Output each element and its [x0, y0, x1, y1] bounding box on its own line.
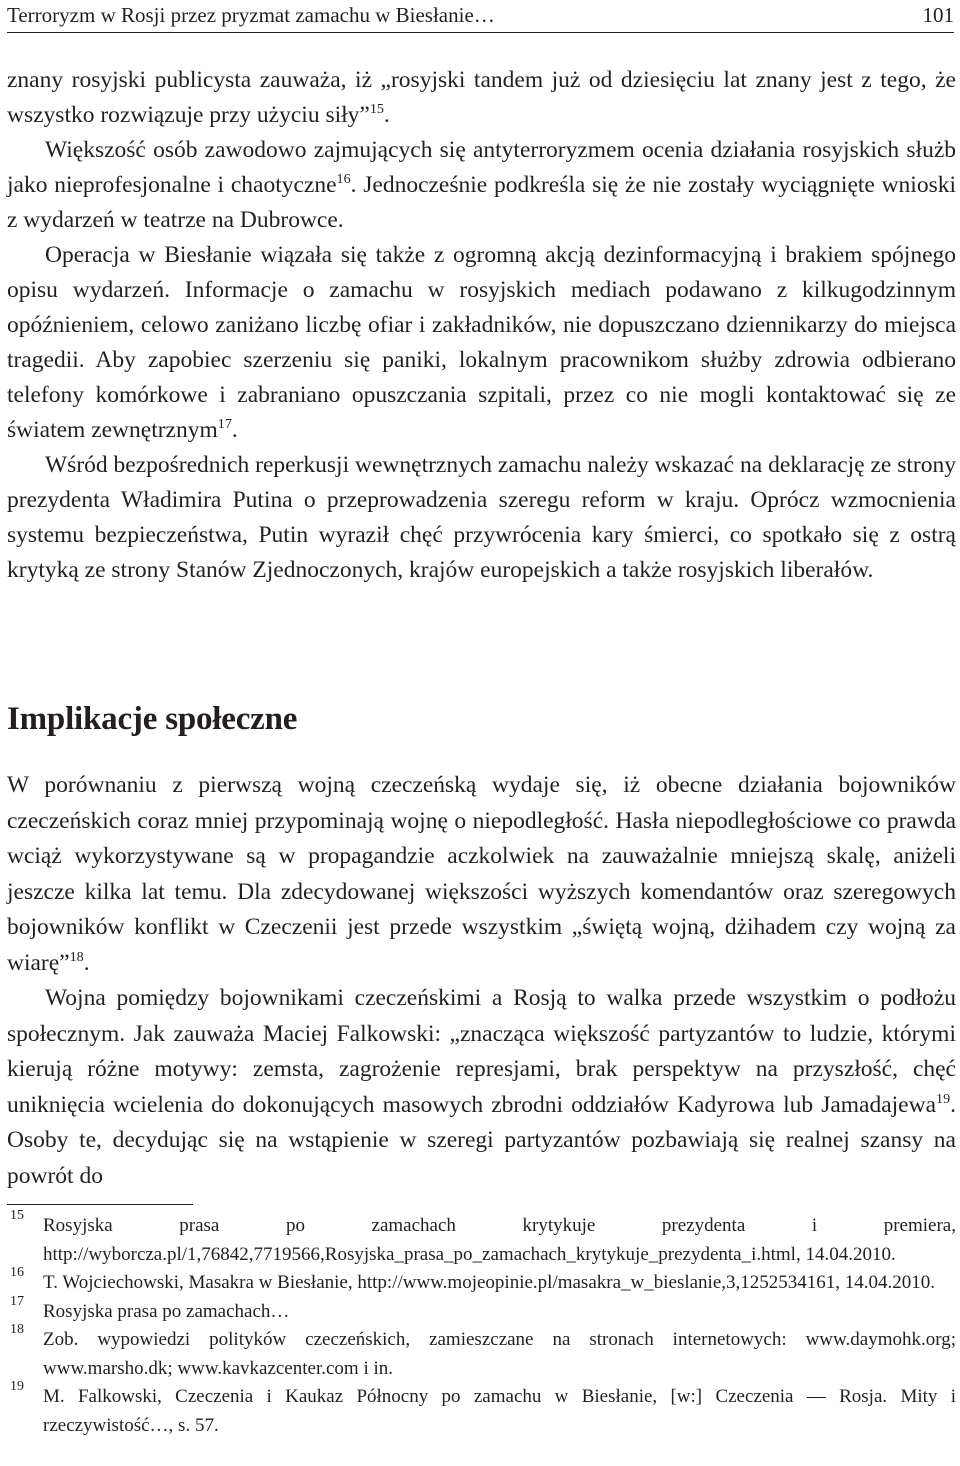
paragraph-text: Większość osób zawodowo zajmujących się antyterroryzmem ocenia działania rosyjskich służb jako nieprofesjonalne i chaotyczne [7, 137, 956, 198]
footnote [7, 1322, 956, 1383]
paragraph-tail: . [83, 949, 90, 976]
paragraph-tail: . Jednocześnie podkreśla się że nie zostały wyciągnięte wnioski z wydarzeń w teatrze na Dubrowce. [7, 172, 957, 233]
footnote-ref-16[interactable]: 16 [336, 171, 351, 188]
paragraph-tail: . [231, 417, 238, 443]
footnote [7, 1265, 956, 1298]
paragraph-text: znany rosyjski publicysta zauważa, iż „rosyjski tandem już od dziesięciu lat znany jest z tego, że wszystko rozwiązuje przy użyciu siły” [7, 67, 956, 128]
paragraph [7, 981, 956, 1194]
footnote-text: Rosyjska prasa po zamachach… [43, 1300, 290, 1322]
footnote-separator [7, 1204, 193, 1205]
section-text [7, 768, 956, 1194]
running-header [7, 0, 954, 33]
footnote-text: Zob. wypowiedzi polityków czeczeńskich, zamieszczane na stronach internetowych: www.daymohk.org; www.marsho.dk; www.kavkazcenter.com i in. [43, 1329, 956, 1379]
footnote-number: 15 [10, 1208, 24, 1223]
footnote-number: 17 [10, 1293, 24, 1309]
footnote-number: 19 [10, 1379, 24, 1394]
footnote [7, 1208, 956, 1269]
paragraph-text: Wojna pomiędzy bojownikami czeczeńskimi a Rosją to walka przede wszystkim o podłożu społecznym. Jak zauważa Maciej Falkowski: „znacząca większość partyzantów to ludzie, którymi kierują różne motywy: zemsta, zagrożenie represjami, brak perspektyw na przyszłość, chęć uniknięcia wcielenia do dokonujących masowych zbrodni oddziałów Kadyrowa lub Jamadajewa [7, 985, 956, 1118]
footnote-ref-15[interactable]: 15 [369, 101, 384, 118]
footnote-ref-19[interactable]: 19 [936, 1090, 951, 1107]
paragraph-tail: . [383, 102, 390, 128]
paragraph [7, 133, 956, 238]
paragraph-tail: . Osoby te, decydując się na wstąpienie w szeregi partyzantów pozbawiają się realnej szansy na powrót do [7, 1091, 956, 1189]
footnote-number: 18 [10, 1322, 24, 1337]
paragraph [7, 238, 956, 448]
footnote [7, 1379, 956, 1440]
paragraph [7, 63, 956, 133]
section-heading: Implikacje społeczne [7, 701, 298, 737]
footnote-ref-18[interactable]: 18 [69, 948, 84, 965]
paragraph [7, 768, 956, 981]
paragraph-text: W porównaniu z pierwszą wojną czeczeńską wydaje się, iż obecne działania bojowników czeczeńskich coraz mniej przypominają wojnę o niepodległość. Hasła niepodległościowe co prawda wciąż wykorzystywane są w propagandzie aczkolwiek na zauważalnie mniejszą skalę, aniżeli jeszcze kilka lat temu. Dla zdecydowanej większości wyższych komendantów oraz szeregowych bojowników konflikt w Czeczenii jest przede wszystkim „świętą wojną, dżihadem czy wojną za wiarę” [7, 772, 956, 976]
paragraph-text: Wśród bezpośrednich reperkusji wewnętrznych zamachu należy wskazać na deklarację ze strony prezydenta Władimira Putina o przeprowadzenia szeregu reform w kraju. Oprócz wzmocnienia systemu bezpieczeństwa, Putin wyraził chęć przywrócenia kary śmierci, co spotkało się z ostrą krytyką ze strony Stanów Zjednoczonych, krajów europejskich a także rosyjskich liberałów. [7, 452, 956, 583]
paragraph-text: Operacja w Biesłanie wiązała się także z ogromną akcją dezinformacyjną i brakiem spójnego opisu wydarzeń. Informacje o zamachu w rosyjskich mediach podawano z kilkugodzinnym opóźnieniem, celowo zaniżano liczbę ofiar i zakładników, nie dopuszczano dziennikarzy do miejsca tragedii. Aby zapobiec szerzeniu się paniki, lokalnym pracownikom służby zdrowia odbierano telefony komórkowe i zabraniano opuszczania szpitali, przez co nie mogli kontaktować się ze światem zewnętrznym [7, 242, 956, 443]
footnote-text: T. Wojciechowski, Masakra w Biesłanie, http://www.mojeopinie.pl/masakra_w_bieslanie,3,1252534161, 14.04.2010. [43, 1272, 936, 1293]
footnote-ref-17[interactable]: 17 [217, 416, 232, 433]
footnotes [7, 1208, 956, 1440]
footnote-text: M. Falkowski, Czeczenia i Kaukaz Północny po zamachu w Biesłanie, [w:] Czeczenia — Rosja. Mity i rzeczywistość…, s. 57. [43, 1386, 956, 1436]
page-number: 101 [922, 3, 954, 27]
footnote-number: 16 [10, 1265, 24, 1280]
paragraph [7, 448, 956, 588]
body-text [7, 63, 956, 588]
footnote-text: Rosyjska prasa po zamachach krytykuje prezydenta i premiera, http://wyborcza.pl/1,76842,7719566,Rosyjska_prasa_po_zamachach_krytykuje_prezydenta_i.html, 14.04.2010. [43, 1215, 956, 1265]
running-title: Terroryzm w Rosji przez pryzmat zamachu w Biesłanie… [7, 3, 495, 27]
footnote [7, 1293, 956, 1327]
